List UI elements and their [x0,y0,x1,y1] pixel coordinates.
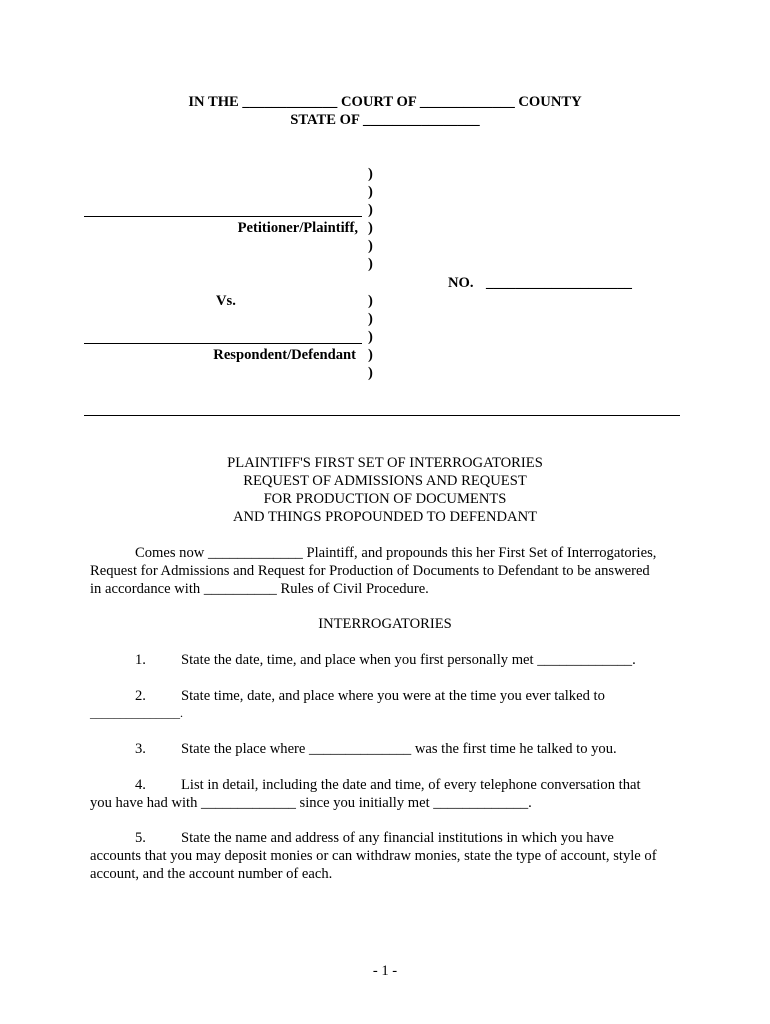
page-number: - 1 - [372,963,398,979]
intro-line-2: Request for Admissions and Request for Production of Documents to Defendant to be answered [90,563,650,579]
item-number: 4. [135,777,146,793]
case-no-label: NO. [448,275,474,291]
title-line-4: AND THINGS PROPOUNDED TO DEFENDANT [232,509,538,525]
item-text: accounts that you may deposit monies or can withdraw monies, state the type of account, style of [90,848,657,864]
caption-paren: ) [368,329,373,345]
caption-paren: ) [368,238,373,254]
item-text: account, and the account number of each. [90,866,333,882]
caption-paren: ) [368,166,373,182]
title-line-1: PLAINTIFF'S FIRST SET OF INTERROGATORIES [227,455,543,471]
title-line-2: REQUEST OF ADMISSIONS AND REQUEST [243,473,527,489]
state-line: STATE OF ________________ [290,112,480,128]
respondent-name-line [84,343,362,344]
section-heading: INTERROGATORIES [318,616,452,632]
item-number: 5. [135,830,146,846]
vs-label: Vs. [216,293,236,309]
intro-line-3: in accordance with __________ Rules of Civil Procedure. [90,581,429,597]
petitioner-label: Petitioner/Plaintiff, [237,220,358,236]
item-number: 2. [135,688,146,704]
caption-paren: ) [368,202,373,218]
caption-paren: ) [368,365,373,381]
item-number: 3. [135,741,146,757]
title-line-3: FOR PRODUCTION OF DOCUMENTS [263,491,507,507]
respondent-label: Respondent/Defendant [213,347,356,363]
case-no-blank: ____________________ [486,275,632,291]
item-text: _______________. [90,706,183,720]
item-number: 1. [135,652,146,668]
court-line: IN THE _____________ COURT OF _____________ COUNTY [188,94,582,110]
caption-divider [84,415,680,416]
item-text: you have had with _____________ since you initially met _____________. [90,795,532,811]
item-text: State the name and address of any financial institutions in which you have [181,830,614,846]
item-text: State the place where ______________ was the first time he talked to you. [181,741,617,757]
item-text: List in detail, including the date and time, of every telephone conversation that [181,777,641,793]
item-text: State time, date, and place where you were at the time you ever talked to [181,688,605,704]
caption-paren: ) [368,220,373,236]
petitioner-name-line [84,216,362,217]
item-text: State the date, time, and place when you first personally met _____________. [181,652,636,668]
caption-paren: ) [368,347,373,363]
caption-paren: ) [368,256,373,272]
caption-paren: ) [368,184,373,200]
intro-line-1: Comes now _____________ Plaintiff, and propounds this her First Set of Interrogatories, [135,545,657,561]
caption-paren: ) [368,311,373,327]
caption-paren: ) [368,293,373,309]
